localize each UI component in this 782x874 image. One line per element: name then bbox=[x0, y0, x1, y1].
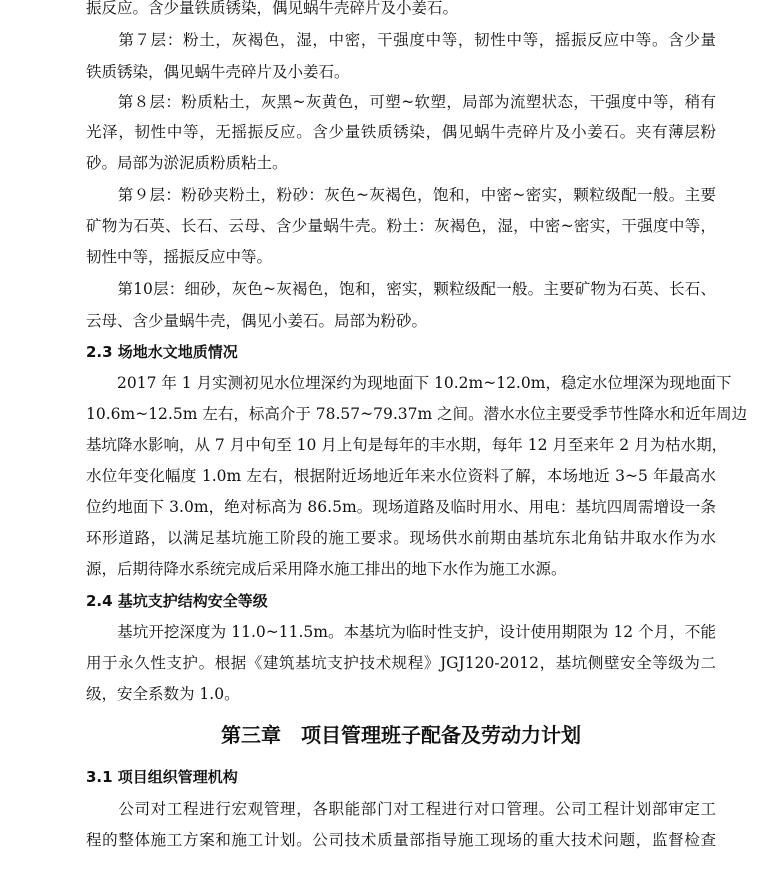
text-line: 源，后期待降水系统完成后采用降水施工排出的地下水作为施工水源。 bbox=[86, 560, 567, 578]
text-line: 振反应。含少量铁质锈染，偶见蜗牛壳碎片及小姜石。 bbox=[86, 0, 459, 17]
text-line: 程的整体施工方案和施工计划。公司技术质量部指导施工现场的重大技术问题，监督检查 bbox=[86, 831, 716, 849]
text-line: 环形道路，以满足基坑施工阶段的施工要求。现场供水前期由基坑东北角钻井取水作为水 bbox=[86, 529, 716, 547]
text-line: 2017 年 1 月实测初见水位埋深约为现地面下 10.2m~12.0m，稳定水位埋深为现地面下 bbox=[86, 374, 732, 392]
text-line: 第８层：粉质粘土，灰黑~灰黄色，可塑~软塑，局部为流塑状态，干强度中等，稍有 bbox=[86, 93, 716, 111]
text-line: 韧性中等，摇振反应中等。 bbox=[86, 248, 273, 266]
section-heading: 3.1 项目组织管理机构 bbox=[86, 768, 238, 786]
text-line: 水位年变化幅度 1.0m 左右，根据附近场地近年来水位资料了解，本场地近 3~5 年最高水 bbox=[86, 467, 716, 485]
text-line: 级，安全系数为 1.0。 bbox=[86, 685, 240, 703]
text-line: 第７层：粉土，灰褐色，湿，中密，干强度中等，韧性中等，摇振反应中等。含少量 bbox=[86, 31, 716, 49]
text-line: 第９层：粉砂夹粉土，粉砂：灰色~灰褐色，饱和，中密~密实，颗粒级配一般。主要 bbox=[86, 186, 716, 204]
text-line: 公司对工程进行宏观管理，各职能部门对工程进行对口管理。公司工程计划部审定工 bbox=[86, 800, 716, 818]
section-heading: 2.4 基坑支护结构安全等级 bbox=[86, 592, 268, 610]
section-heading: 2.3 场地水文地质情况 bbox=[86, 343, 238, 361]
text-line: 10.6m~12.5m 左右，标高介于 78.57~79.37m 之间。潜水水位主要受季节性降水和近年周边 bbox=[86, 405, 748, 423]
chapter-title: 第三章 项目管理班子配备及劳动力计划 bbox=[221, 723, 581, 747]
text-line: 用于永久性支护。根据《建筑基坑支护技术规程》JGJ120-2012，基坑侧壁安全等级为二 bbox=[86, 654, 716, 672]
text-line: 矿物为石英、长石、云母、含少量蜗牛壳。粉土：灰褐色，湿，中密~密实，干强度中等， bbox=[86, 217, 716, 235]
text-line: 云母、含少量蜗牛壳，偶见小姜石。局部为粉砂。 bbox=[86, 312, 428, 330]
text-line: 第10层：细砂，灰色~灰褐色，饱和，密实，颗粒级配一般。主要矿物为石英、长石、 bbox=[86, 280, 716, 298]
text-line: 基坑开挖深度为 11.0~11.5m。本基坑为临时性支护，设计使用期限为 12 个月，不能 bbox=[86, 623, 716, 641]
text-line: 光泽，韧性中等，无摇振反应。含少量铁质锈染，偶见蜗牛壳碎片及小姜石。夹有薄层粉 bbox=[86, 123, 716, 141]
text-line: 基坑降水影响，从 7 月中旬至 10 月上旬是每年的丰水期，每年 12 月至来年 2 月为枯水期， bbox=[86, 436, 728, 454]
text-line: 砂。局部为淤泥质粉质粘土。 bbox=[86, 154, 288, 172]
text-line: 位约地面下 3.0m，绝对标高为 86.5m。现场道路及临时用水、用电：基坑四周需增设一条 bbox=[86, 498, 716, 516]
text-line: 铁质锈染，偶见蜗牛壳碎片及小姜石。 bbox=[86, 63, 350, 81]
